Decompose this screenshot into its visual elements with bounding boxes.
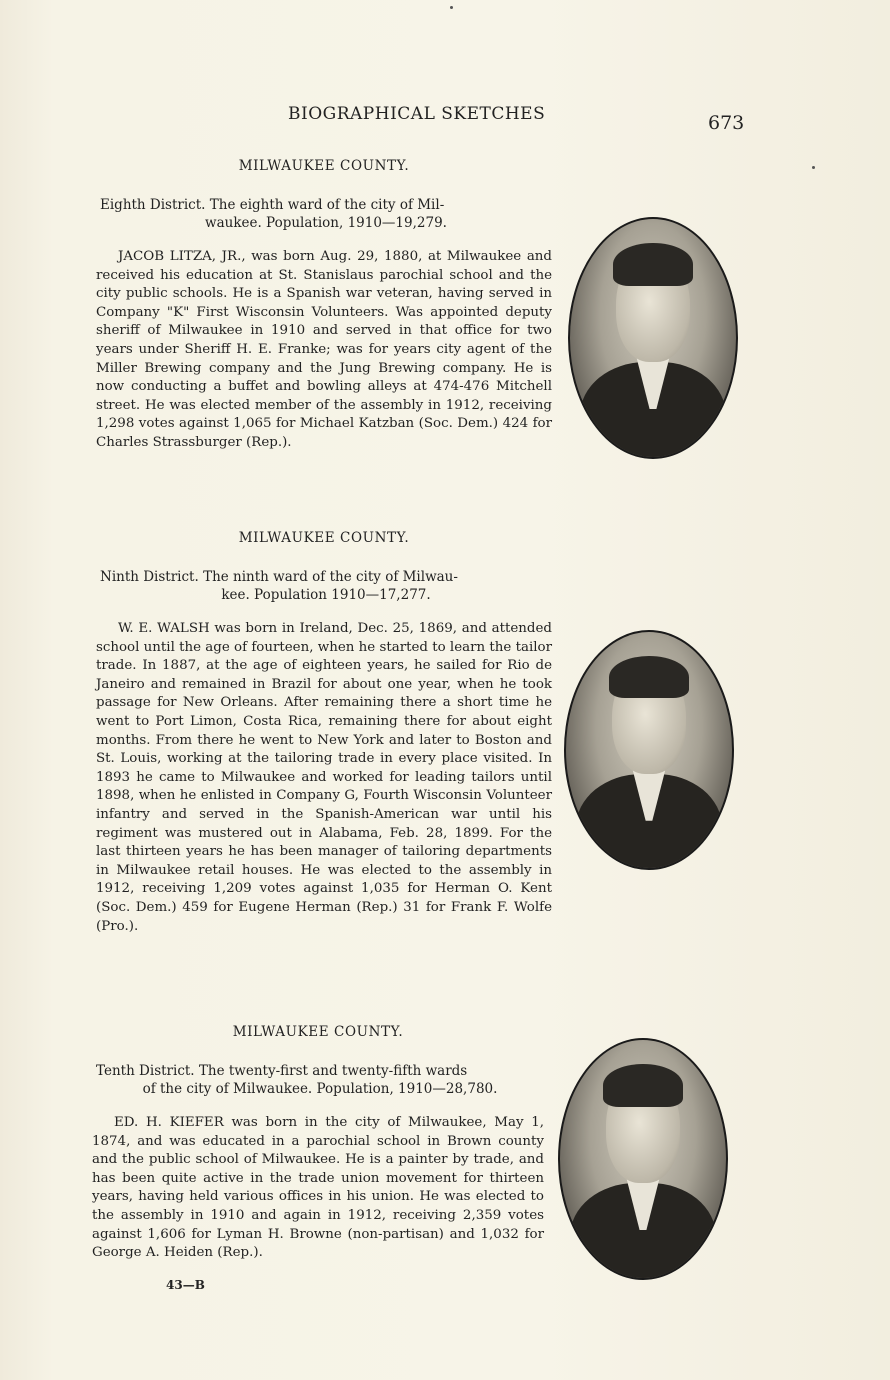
district-description [92,1062,544,1098]
section-tenth-district [92,1024,544,1263]
district-line: of the city of Milwaukee. Population, 1910—28,780. [142,1081,498,1097]
district-line: Eighth District. The eighth ward of the city of Mil- [100,197,445,213]
district-line: waukee. Population, 1910—19,279. [205,215,447,231]
district-description [96,568,552,604]
signature-mark: 43—B [166,1278,205,1292]
running-title: BIOGRAPHICAL SKETCHES [288,104,546,124]
portrait-photo [564,630,734,870]
district-line: Tenth District. The twenty-first and twenty-fifth wards [96,1063,468,1079]
page-number: 673 [708,112,745,134]
section-eighth-district [96,158,552,453]
speck [450,6,453,9]
section-ninth-district [96,530,552,936]
county-heading: MILWAUKEE COUNTY. [232,1024,404,1040]
district-description [96,196,552,232]
district-line: kee. Population 1910—17,277. [221,587,431,603]
biography-text: W. E. WALSH was born in Ireland, Dec. 25, 1869, and attended school until the age of fourteen, when he started to learn the tailor trade. In 1887, at the age of eighteen years, he sailed for Rio de Janeiro and remained in Brazil for about one year, when he took passage for New Orleans. After remaining there a short time he went to Port Limon, Costa Rica, remaining there for about eight months. From there he went to New York and later to Boston and St. Louis, working at the tailoring trade in every place visited. In 1893 he came to Milwaukee and worked for leading tailors until 1898, when he enlisted in Company G, Fourth Wisconsin Volunteer infantry and served in the Spanish-American war until his regiment was mustered out in Alabama, Feb. 28, 1899. For the last thirteen years he has been manager of tailoring departments in Milwaukee retail houses. He was elected to the assembly in 1912, receiving 1,209 votes against 1,035 for Herman O. Kent (Soc. Dem.) 459 for Eugene Herman (Rep.) 31 for Frank F. Wolfe (Pro.). [96,621,552,934]
county-heading: MILWAUKEE COUNTY. [238,158,410,174]
biography-text: JACOB LITZA, JR., was born Aug. 29, 1880, at Milwaukee and received his education at St. Stanislaus parochial school and the city public schools. He is a Spanish war veteran, having served in Company "K" First Wisconsin Volunteers. Was appointed deputy sheriff of Milwaukee in 1910 and served in that office for two years under Sheriff H. E. Franke; was for years city agent of the Miller Brewing company and the Jung Brewing company. He is now conducting a buffet and bowling alleys at 474-476 Mitchell street. He was elected member of the assembly in 1912, receiving 1,298 votes against 1,065 for Michael Katzban (Soc. Dem.) 424 for Charles Strassburger (Rep.). [96,249,552,450]
district-line: Ninth District. The ninth ward of the city of Milwau- [100,569,458,585]
portrait-hair [609,656,689,698]
speck [812,166,815,169]
portrait-hair [613,243,693,286]
portrait-photo [568,217,738,459]
portrait-hair [603,1064,683,1107]
county-heading: MILWAUKEE COUNTY. [238,530,410,546]
portrait-photo [558,1038,728,1280]
biography-text: ED. H. KIEFER was born in the city of Milwaukee, May 1, 1874, and was educated in a parochial school in Brown county and the public school of Milwaukee. He is a painter by trade, and has been quite active in the trade union movement for thirteen years, having held various offices in his union. He was elected to the assembly in 1910 and again in 1912, receiving 2,359 votes against 1,606 for Lyman H. Browne (non-partisan) and 1,032 for George A. Heiden (Rep.). [92,1115,544,1261]
